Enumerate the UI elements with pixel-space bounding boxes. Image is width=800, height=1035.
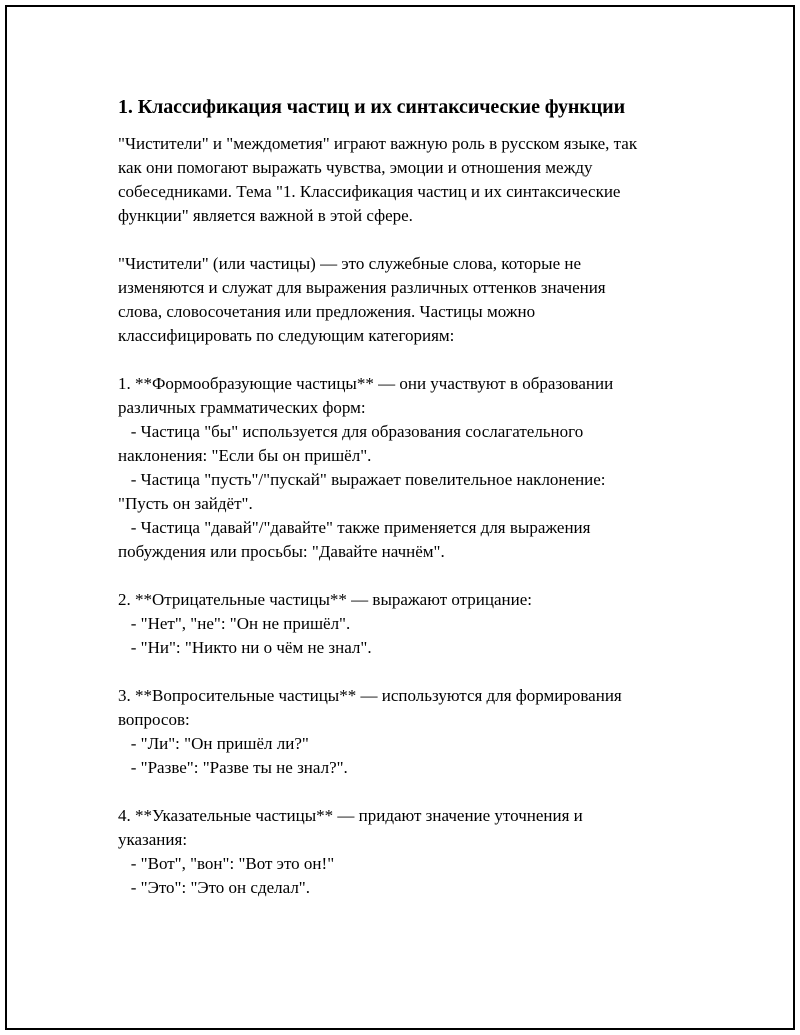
text-line: классифицировать по следующим категориям:	[118, 326, 455, 345]
text-line: как они помогают выражать чувства, эмоции и отношения между	[118, 158, 593, 177]
text-line: вопросов:	[118, 710, 190, 729]
list-item: - "Ни": "Никто ни о чём не знал".	[118, 638, 372, 657]
text-line: "Чистители" (или частицы) — это служебные слова, которые не	[118, 254, 582, 273]
document-title: 1. Классификация частиц и их синтаксические функции	[118, 96, 626, 118]
text-line: "Пусть он зайдёт".	[118, 494, 253, 513]
list-item: - "Ли": "Он пришёл ли?"	[118, 734, 309, 753]
list-item: - "Вот", "вон": "Вот это он!"	[118, 854, 335, 873]
paragraph-intro	[118, 132, 698, 228]
text-line: "Чистители" и "междометия" играют важную роль в русском языке, так	[118, 134, 638, 153]
section-formative-particles	[118, 372, 698, 564]
list-item: - "Нет", "не": "Он не пришёл".	[118, 614, 351, 633]
paragraph-definition	[118, 252, 698, 348]
list-item: - Частица "давай"/"давайте" также применяется для выражения	[118, 518, 591, 537]
section-heading: 3. **Вопросительные частицы** — используются для формирования	[118, 686, 622, 705]
paragraph-gap	[118, 348, 698, 372]
list-item: - Частица "бы" используется для образования сослагательного	[118, 422, 584, 441]
text-line: слова, словосочетания или предложения. Частицы можно	[118, 302, 536, 321]
paragraph-gap	[118, 564, 698, 588]
text-line: наклонения: "Если бы он пришёл".	[118, 446, 372, 465]
section-negative-particles	[118, 588, 698, 660]
text-line: функции" является важной в этой сфере.	[118, 206, 413, 225]
list-item: - "Разве": "Разве ты не знал?".	[118, 758, 348, 777]
list-item: - Частица "пусть"/"пускай" выражает повелительное наклонение:	[118, 470, 606, 489]
text-line: указания:	[118, 830, 188, 849]
section-heading: 4. **Указательные частицы** — придают значение уточнения и	[118, 806, 583, 825]
paragraph-gap	[118, 228, 698, 252]
text-line: собеседниками. Тема "1. Классификация частиц и их синтаксические	[118, 182, 621, 201]
paragraph-gap	[118, 780, 698, 804]
paragraph-gap	[118, 660, 698, 684]
section-heading: 1. **Формообразующие частицы** — они участвуют в образовании	[118, 374, 614, 393]
section-interrogative-particles	[118, 684, 698, 780]
text-line: различных грамматических форм:	[118, 398, 366, 417]
section-demonstrative-particles	[118, 804, 698, 900]
text-line: побуждения или просьбы: "Давайте начнём".	[118, 542, 445, 561]
text-line: изменяются и служат для выражения различных оттенков значения	[118, 278, 606, 297]
document-body	[118, 92, 698, 900]
section-heading: 2. **Отрицательные частицы** — выражают отрицание:	[118, 590, 532, 609]
list-item: - "Это": "Это он сделал".	[118, 878, 310, 897]
